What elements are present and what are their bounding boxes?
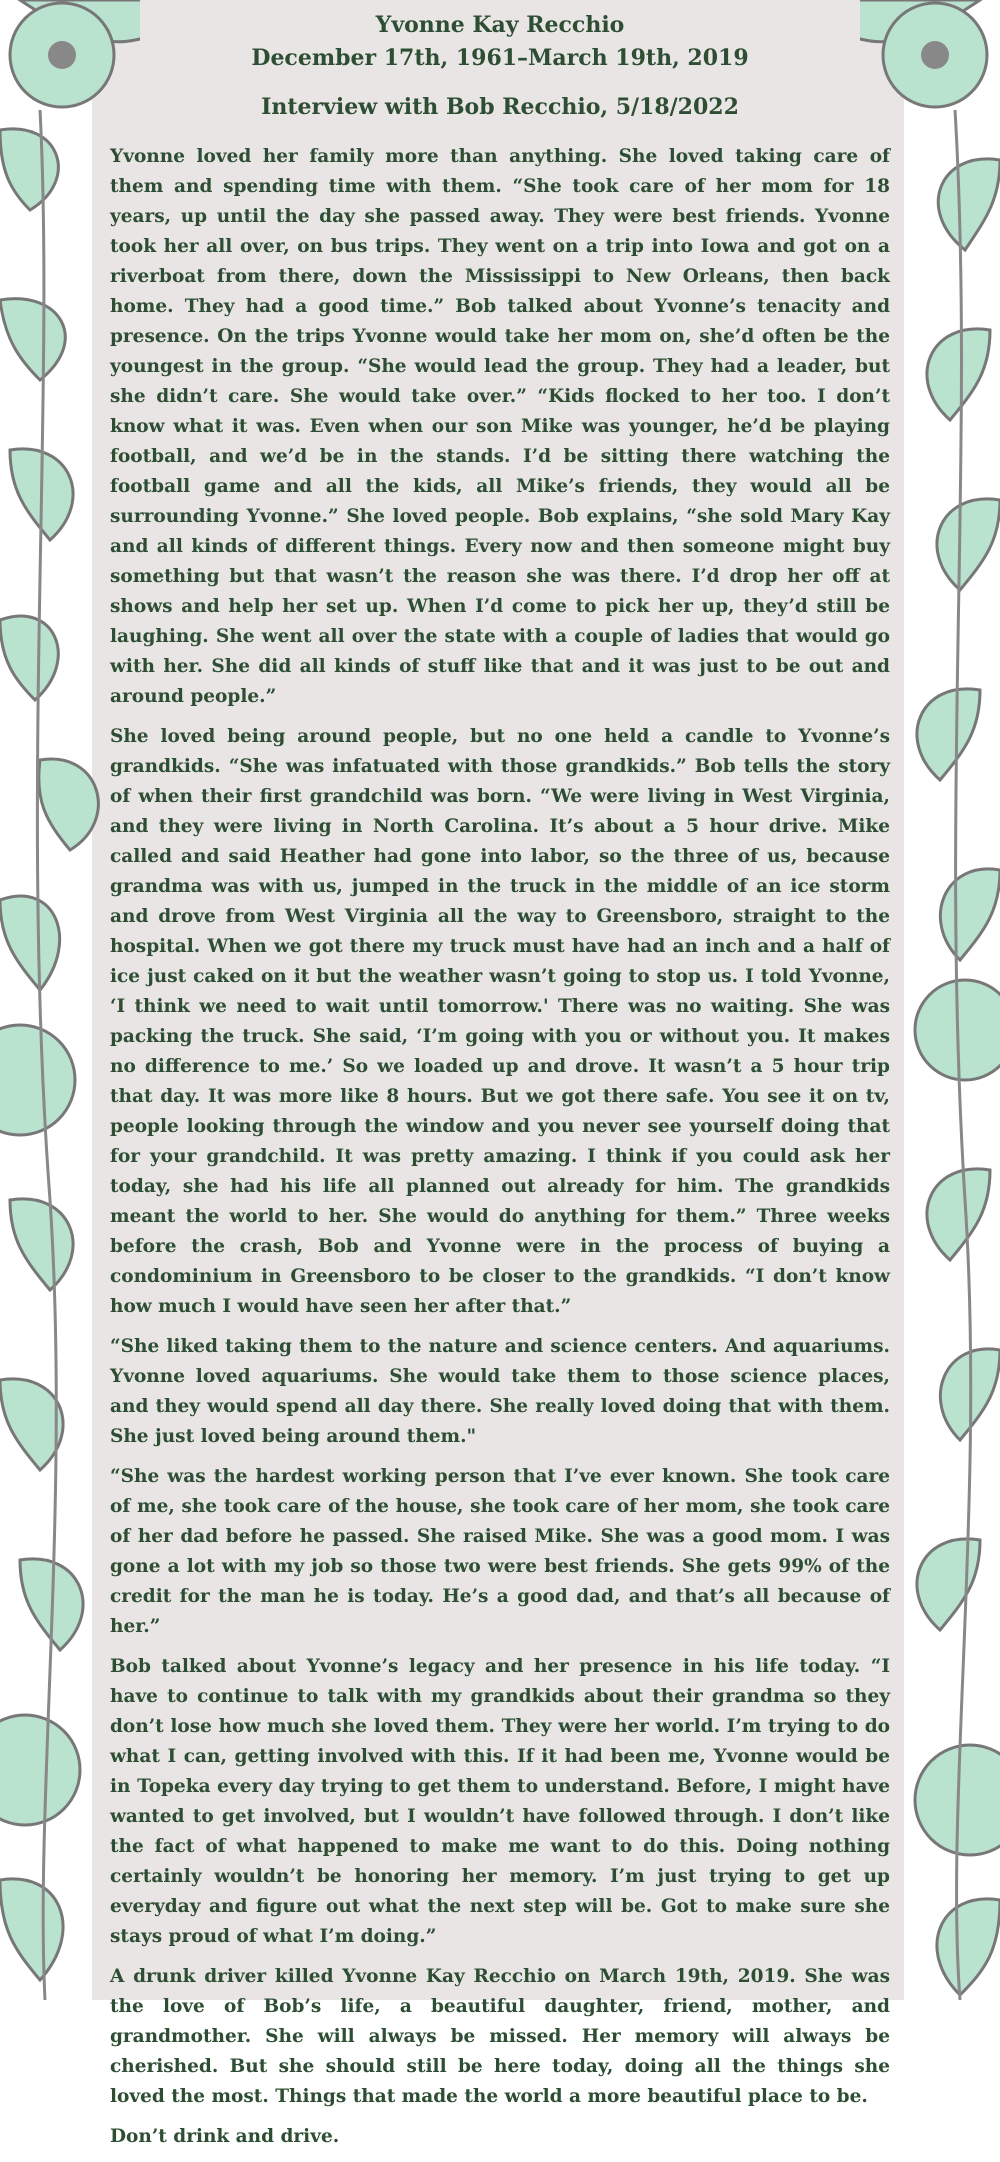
paragraph: “She liked taking them to the nature and science centers. And aquariums. Yvonne loved aquariums. She would take them to those science places, and they would spend all day there. She really loved doing that with them. She just loved being around them." — [110, 1336, 890, 1447]
memorial-text — [110, 142, 890, 2162]
paragraph: A drunk driver killed Yvonne Kay Recchio on March 19th, 2019. She was the love of Bob’s life, a beautiful daughter, friend, mother, and grandmother. She will always be missed. Her memory will always be cherished. But she should still be here today, doing all the things she loved the most. Things that made the world a more beautiful place to be. — [110, 1966, 890, 2107]
paragraph: Bob talked about Yvonne’s legacy and her presence in his life today. “I have to continue to talk with my grandkids about their grandma so they don’t lose how much she loved them. They were her world. I’m trying to do what I can, getting involved with this. If it had been me, Yvonne would be in Topeka every day trying to get them to understand. Before, I might have wanted to get involved, but I wouldn’t have followed through. I don’t like the fact of what happened to make me want to do this. Doing nothing certainly wouldn’t be honoring her memory. I’m just trying to get up everyday and figure out what the next step will be. Got to make sure she stays proud of what I’m doing.” — [110, 1656, 890, 1947]
interview-heading: Interview with Bob Recchio, 5/18/2022 — [261, 94, 739, 120]
memorial-name: Yvonne Kay Recchio — [375, 12, 625, 38]
paragraph: “She was the hardest working person that I’ve ever known. She took care of me, she took care of the house, she took care of her mom, she took care of her dad before he passed. She raised Mike. She was a good mom. I was gone a lot with my job so those two were best friends. She gets 99% of the credit for the man he is today. He’s a good dad, and that’s all because of her.” — [110, 1466, 890, 1637]
paragraph: Yvonne loved her family more than anything. She loved taking care of them and spending time with them. “She took care of her mom for 18 years, up until the day she passed away. They were best friends. Yvonne took her all over, on bus trips. They went on a trip into Iowa and got on a riverboat from there, down the Mississippi to New Orleans, then back home. They had a good time.” Bob talked about Yvonne’s tenacity and presence. On the trips Yvonne would take her mom on, she’d often be the youngest in the group. “She would lead the group. They had a leader, but she didn’t care. She would take over.” “Kids flocked to her too. I don’t know what it was. Even when our son Mike was younger, he’d be playing football, and we’d be in the stands. I’d be sitting there watching the football game and all the kids, all Mike’s friends, they would all be surrounding Yvonne.” She loved people. Bob explains, “she sold Mary Kay and all kinds of different things. Every now and then someone might buy something but that wasn’t the reason she was there. I’d drop her off at shows and help her set up. When I’d come to pick her up, they’d still be laughing. She went all over the state with a couple of ladies that would go with her. She did all kinds of stuff like that and it was just to be out and around people.” — [110, 146, 890, 707]
paragraph: She loved being around people, but no one held a candle to Yvonne’s grandkids. “She was infatuated with those grandkids.” Bob tells the story of when their first grandchild was born. “We were living in West Virginia, and they were living in North Carolina. It’s about a 5 hour drive. Mike called and said Heather had gone into labor, so the three of us, because grandma was with us, jumped in the truck in the middle of an ice storm and drove from West Virginia all the way to Greensboro, straight to the hospital. When we got there my truck must have had an inch and a half of ice just caked on it but the weather wasn’t going to stop us. I told Yvonne, ‘I think we need to wait until tomorrow.' There was no waiting. She was packing the truck. She said, ‘I’m going with you or without you. It makes no difference to me.’ So we loaded up and drove. It wasn’t a 5 hour trip that day. It was more like 8 hours. But we got there safe. You see it on tv, people looking through the window and you never see yourself doing that for your grandchild. It was pretty amazing. I think if you could ask her today, she had his life all planned out already for him. The grandkids meant the world to her. She would do anything for them.” Three weeks before the crash, Bob and Yvonne were in the process of buying a condominium in Greensboro to be closer to the grandkids. “I don’t know how much I would have seen her after that.” — [110, 726, 890, 1317]
closing-line: Don’t drink and drive. — [110, 2126, 340, 2147]
memorial-dates: December 17th, 1961–March 19th, 2019 — [251, 45, 749, 71]
